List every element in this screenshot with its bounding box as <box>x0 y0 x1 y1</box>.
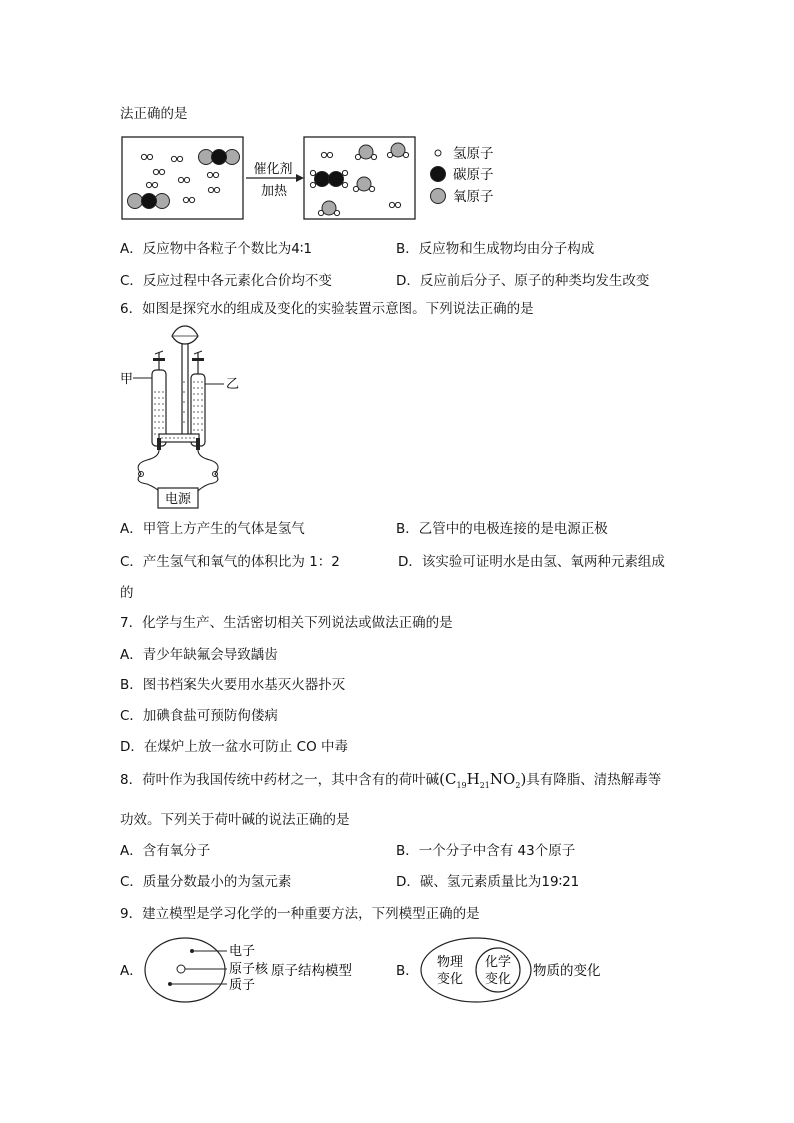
q9-option-a-label[interactable]: A． <box>120 963 143 979</box>
q5-reaction-diagram <box>120 135 520 225</box>
q5-option-d[interactable]: D．反应前后分子、原子的种类均发生改变 <box>396 273 650 289</box>
q7-option-d[interactable]: D．在煤炉上放一盆水可防止 CO 中毒 <box>120 739 349 755</box>
q7-option-b[interactable]: B．图书档案失火要用水基灭火器扑灭 <box>120 677 346 693</box>
q8-stem-line2: 功效。下列关于荷叶碱的说法正确的是 <box>120 812 350 828</box>
nucleus-icon <box>177 965 185 973</box>
q6-option-b[interactable]: B．乙管中的电极连接的是电源正极 <box>396 521 608 537</box>
q8-option-c[interactable]: C．质量分数最小的为氢元素 <box>120 874 292 890</box>
chemical-change-line2: 变化 <box>484 972 512 987</box>
oxygen-atom-icon <box>431 189 446 204</box>
q6-option-a[interactable]: A．甲管上方产生的气体是氢气 <box>120 521 305 537</box>
legend-hydrogen: 氢原子 <box>453 146 494 162</box>
atom-model-caption: 原子结构模型 <box>271 963 352 979</box>
q6-option-c[interactable]: C．产生氢气和氧气的体积比为 1：2 <box>120 554 340 570</box>
q6-electrolysis-apparatus <box>115 322 240 514</box>
q5-option-c[interactable]: C．反应过程中各元素化合价均不变 <box>120 273 332 289</box>
chemical-change-line1: 化学 <box>484 955 512 970</box>
q8-option-b[interactable]: B．一个分子中含有 43个原子 <box>396 843 576 859</box>
q8-stem-line1 <box>120 770 661 795</box>
physical-change-line2: 变化 <box>436 972 464 987</box>
q9-stem: 9．建立模型是学习化学的一种重要方法，下列模型正确的是 <box>120 906 480 922</box>
arrow-bottom-label: 加热 <box>260 184 288 199</box>
q8-option-a[interactable]: A．含有氧分子 <box>120 843 211 859</box>
tube-yi-label: 乙 <box>226 377 240 392</box>
physical-change-line1: 物理 <box>436 955 464 970</box>
q8-formula: $(C_{19}H_{21}NO_2)$ <box>439 770 527 790</box>
q5-option-b[interactable]: B．反应物和生成物均由分子构成 <box>396 241 595 257</box>
q8-stem-part1: 8．荷叶作为我国传统中药材之一，其中含有的荷叶碱 <box>120 772 440 788</box>
q9-option-b-label[interactable]: B． <box>396 963 419 979</box>
change-model-caption: 物质的变化 <box>533 963 601 979</box>
co2-molecule-icon <box>199 150 240 165</box>
arrow-top-label: 催化剂 <box>253 162 293 177</box>
q9-atom-model[interactable] <box>145 935 385 1005</box>
q7-option-a[interactable]: A．青少年缺氟会导致龋齿 <box>120 647 278 663</box>
legend-carbon: 碳原子 <box>453 167 494 183</box>
q7-stem: 7．化学与生产、生活密切相关下列说法或做法正确的是 <box>120 615 453 631</box>
q7-option-c[interactable]: C．加碘食盐可预防佝偻病 <box>120 708 278 724</box>
carbon-atom-icon <box>431 167 446 182</box>
atom-label-nucleus: 原子核 <box>229 962 269 977</box>
legend-oxygen: 氧原子 <box>453 189 494 205</box>
q8-stem-part2: 具有降脂、清热解毒等 <box>526 772 662 788</box>
q9-change-model[interactable] <box>420 935 620 1005</box>
atom-label-proton: 质子 <box>229 978 256 993</box>
tube-jia-label: 甲 <box>120 372 134 387</box>
co2-molecule-icon <box>128 194 170 209</box>
hydrogen-atom-icon <box>435 150 441 156</box>
atom-label-electron: 电子 <box>229 944 256 959</box>
q6-option-d[interactable]: D．该实验可证明水是由氢、氧两种元素组成 <box>398 554 665 570</box>
q6-option-d-tail: 的 <box>120 585 134 601</box>
q5-stem-tail: 法正确的是 <box>120 106 188 122</box>
q6-stem: 6．如图是探究水的组成及变化的实验装置示意图。下列说法正确的是 <box>120 301 534 317</box>
q8-option-d[interactable]: D．碳、氢元素质量比为19∶21 <box>396 874 580 890</box>
q5-option-a[interactable]: A．反应物中各粒子个数比为4∶1 <box>120 241 312 257</box>
power-source-label: 电源 <box>164 492 192 507</box>
